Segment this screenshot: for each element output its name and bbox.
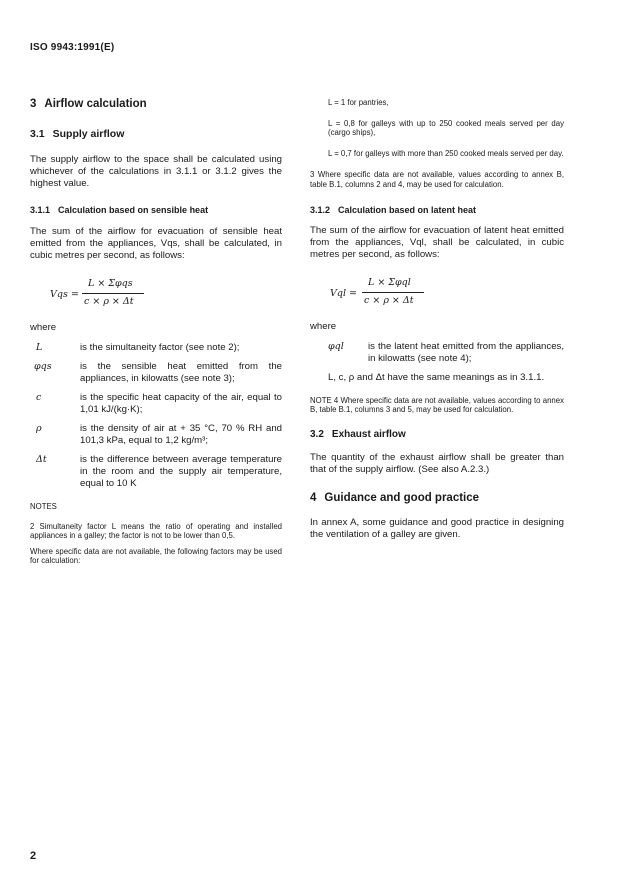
fraction-bar bbox=[82, 293, 144, 294]
definition-text: is the density of air at + 35 °C, 70 % RH and 101,3 kPa, equal to 1,2 kg/m³; bbox=[80, 423, 282, 446]
where-label: where bbox=[30, 322, 57, 333]
section-title: Exhaust airflow bbox=[331, 428, 406, 440]
section-number: 4 bbox=[310, 491, 317, 504]
definition-symbol: φql bbox=[328, 340, 344, 352]
where-label: where bbox=[310, 320, 337, 332]
section-title: Calculation based on sensible heat bbox=[58, 205, 209, 215]
note-4: NOTE 4 Where specific data are not available, values according to annex B, table B.1, columns 3 and 5, may be used for calculation. bbox=[310, 395, 564, 415]
section-title: Guidance and good practice bbox=[324, 491, 480, 504]
section-number: 3 bbox=[30, 98, 37, 110]
definition-item bbox=[328, 372, 564, 384]
definition-item bbox=[310, 341, 564, 365]
definition-text: is the specific heat capacity of the air, equal to 1,01 kJ/(kg·K); bbox=[80, 392, 282, 415]
section-3-1-2-heading bbox=[310, 205, 564, 215]
page-number: 2 bbox=[30, 850, 37, 862]
definition-symbol: L bbox=[36, 342, 43, 353]
formula-lhs: Vqs = bbox=[50, 289, 79, 300]
symbol-definitions bbox=[310, 341, 564, 384]
supply-airflow-intro: The supply airflow to the space shall be calculated using whichever of the calculations in 3.1.1 or 3.1.2 gives the highest value. bbox=[30, 154, 282, 189]
factor-galleys-large: L = 0,7 for galleys with more than 250 cooked meals served per day. bbox=[328, 148, 564, 158]
formula-denominator: c × ρ × Δt bbox=[84, 296, 134, 307]
definition-item bbox=[30, 342, 282, 354]
formula-lhs: Vql = bbox=[330, 287, 357, 299]
definition-symbol: c bbox=[36, 392, 42, 403]
definition-item bbox=[30, 454, 282, 490]
section-number: 3.1.2 bbox=[310, 204, 331, 215]
section-3-heading bbox=[30, 98, 282, 110]
formula-numerator: L × Σφql bbox=[368, 276, 411, 288]
note-2: 2 Simultaneity factor L means the ratio of operating and installed appliances in a galley; the factor is not to be lower than 0,5. bbox=[30, 521, 282, 541]
definition-text: is the simultaneity factor (see note 2); bbox=[80, 342, 240, 353]
document-header-id: ISO 9943:1991(E) bbox=[30, 42, 115, 53]
formula-numerator: L × Σφqs bbox=[88, 278, 133, 289]
symbol-definitions bbox=[30, 342, 282, 490]
exhaust-airflow-text: The quantity of the exhaust airflow shall be greater than that of the supply airflow. (See also A.2.3.) bbox=[310, 451, 564, 475]
note-3: 3 Where specific data are not available, values according to annex B, table B.1, columns 2 and 4, may be used for calculation. bbox=[310, 170, 564, 189]
section-3-1-heading bbox=[30, 128, 282, 140]
section-title: Calculation based on latent heat bbox=[338, 204, 477, 215]
formula-denominator: c × ρ × Δt bbox=[364, 294, 414, 306]
sensible-heat-intro: The sum of the airflow for evacuation of sensible heat emitted from the appliances, Vqs, shall be calculated, in cubic metres per second, as follows: bbox=[30, 226, 282, 261]
left-column bbox=[30, 98, 282, 566]
section-number: 3.2 bbox=[310, 428, 324, 440]
section-title: Airflow calculation bbox=[44, 98, 147, 110]
definition-symbol: ρ bbox=[36, 423, 42, 434]
section-3-2-heading bbox=[310, 429, 564, 440]
right-column bbox=[310, 98, 564, 541]
factor-pantries: L = 1 for pantries, bbox=[328, 98, 389, 107]
latent-heat-formula bbox=[310, 275, 564, 313]
note-2-continued: Where specific data are not available, the following factors may be used for calculation: bbox=[30, 546, 282, 566]
latent-heat-intro: The sum of the airflow for evacuation of latent heat emitted from the appliances, Vql, shall be calculated, in cubic metres per second, as follows: bbox=[310, 224, 564, 260]
sensible-heat-formula bbox=[30, 276, 282, 314]
definition-item bbox=[30, 392, 282, 416]
section-number: 3.1.1 bbox=[30, 205, 51, 215]
definition-symbol: Δt bbox=[36, 454, 47, 465]
definition-symbol: φqs bbox=[34, 361, 52, 372]
definition-text: is the latent heat emitted from the appliances, in kilowatts (see note 4); bbox=[368, 340, 564, 364]
guidance-text: In annex A, some guidance and good practice in designing the ventilation of a galley are given. bbox=[310, 516, 564, 540]
factor-galleys-small: L = 0,8 for galleys with up to 250 cooked meals served per day (cargo ships), bbox=[328, 118, 564, 138]
section-3-1-1-heading bbox=[30, 205, 282, 215]
definition-text: is the sensible heat emitted from the appliances, in kilowatts (see note 3); bbox=[80, 361, 282, 384]
section-title: Supply airflow bbox=[52, 128, 125, 140]
section-4-heading bbox=[310, 492, 564, 504]
notes-label: NOTES bbox=[30, 502, 57, 511]
definition-item bbox=[30, 361, 282, 385]
definition-item bbox=[30, 423, 282, 447]
definition-text: is the difference between average temperature in the room and the supply air temperature, equal to 10 K bbox=[80, 454, 282, 489]
definition-text: L, c, ρ and Δt have the same meanings as in 3.1.1. bbox=[328, 371, 545, 383]
fraction-bar bbox=[362, 292, 424, 293]
section-number: 3.1 bbox=[30, 128, 45, 140]
